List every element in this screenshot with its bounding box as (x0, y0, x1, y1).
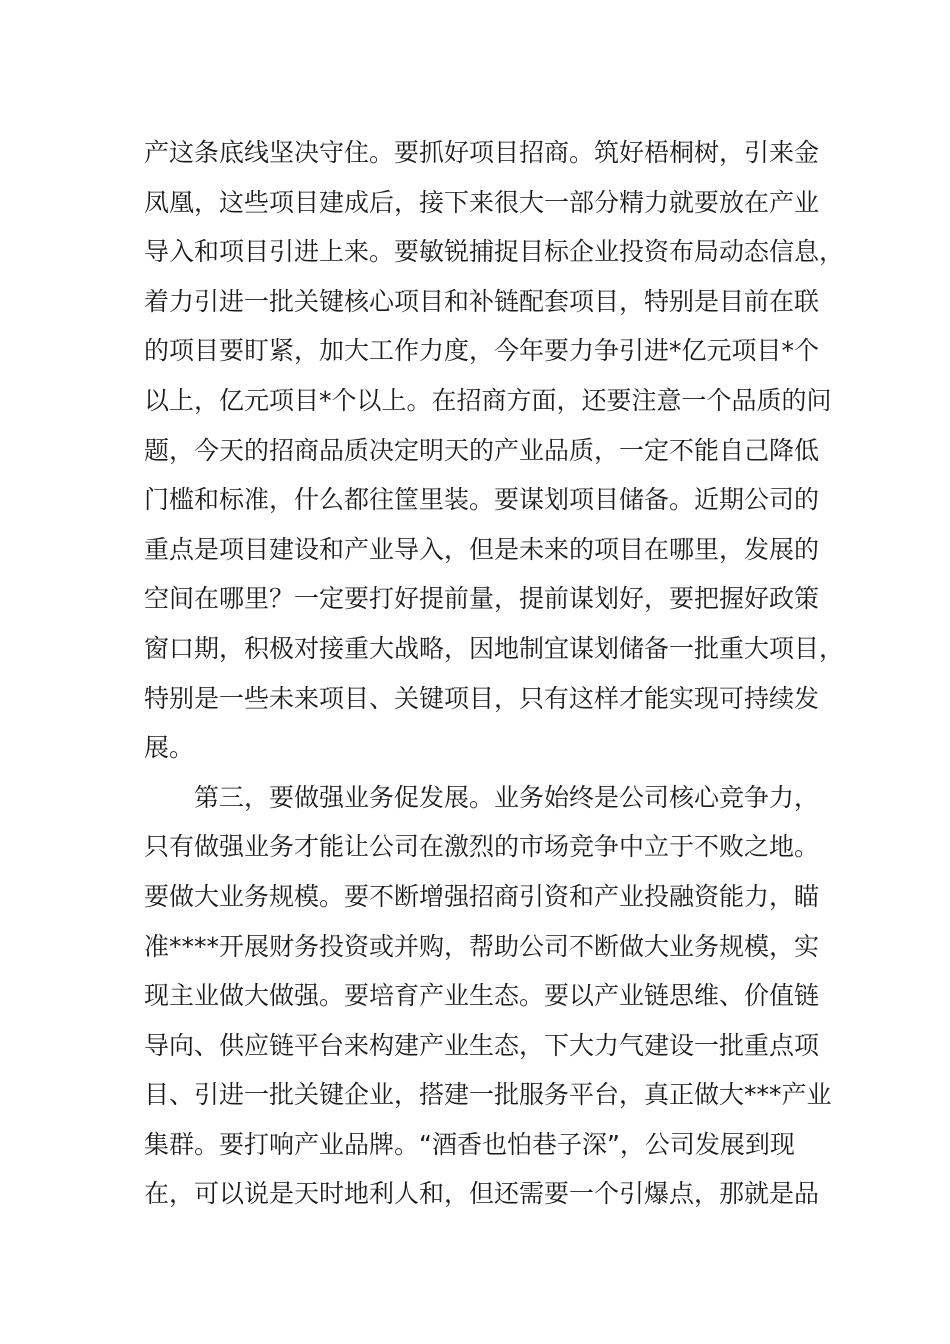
text-line: 要做大业务规模。要不断增强招商引资和产业投融资能力，瞄 (144, 881, 820, 911)
text-line: 重点是项目建设和产业导入，但是未来的项目在哪里，发展的 (144, 534, 820, 564)
text-line: 导入和项目引进上来。要敏锐捕捉目标企业投资布局动态信息， (144, 237, 845, 267)
text-line: 窗口期，积极对接重大战略，因地制宜谋划储备一批重大项目， (144, 633, 845, 663)
body-text (144, 128, 845, 1219)
text-line: 题，今天的招商品质决定明天的产业品质，一定不能自己降低 (144, 435, 820, 465)
text-line: 第三，要做强业务促发展。业务始终是公司核心竞争力， (194, 782, 820, 812)
text-line: 导向、供应链平台来构建产业生态，下大力气建设一批重点项 (144, 1030, 820, 1060)
text-line: 特别是一些未来项目、关键项目，只有这样才能实现可持续发 (144, 683, 820, 713)
text-line: 凤凰，这些项目建成后，接下来很大一部分精力就要放在产业 (144, 187, 820, 217)
text-line: 空间在哪里？一定要打好提前量，提前谋划好，要把握好政策 (144, 584, 820, 614)
text-line: 目、引进一批关键企业，搭建一批服务平台，真正做大***产业 (144, 1080, 832, 1110)
text-line: 准****开展财务投资或并购，帮助公司不断做大业务规模，实 (144, 931, 820, 961)
text-line: 以上，亿元项目*个以上。在招商方面，还要注意一个品质的问 (144, 385, 832, 415)
text-line: 门槛和标准，什么都往筐里装。要谋划项目储备。近期公司的 (144, 485, 820, 515)
text-line: 展。 (144, 733, 195, 763)
text-line: 产这条底线坚决守住。要抓好项目招商。筑好梧桐树，引来金 (144, 138, 820, 167)
text-line: 现主业做大做强。要培育产业生态。要以产业链思维、价值链 (144, 981, 820, 1011)
text-line: 的项目要盯紧，加大工作力度，今年要力争引进*亿元项目*个 (144, 336, 820, 366)
text-line: 在，可以说是天时地利人和，但还需要一个引爆点，那就是品 (144, 1179, 820, 1209)
text-line: 着力引进一批关键核心项目和补链配套项目，特别是目前在联 (144, 286, 820, 316)
text-line: 只有做强业务才能让公司在激烈的市场竞争中立于不败之地。 (144, 832, 820, 862)
text-line: 集群。要打响产业品牌。“酒香也怕巷子深”，公司发展到现 (144, 1129, 795, 1159)
